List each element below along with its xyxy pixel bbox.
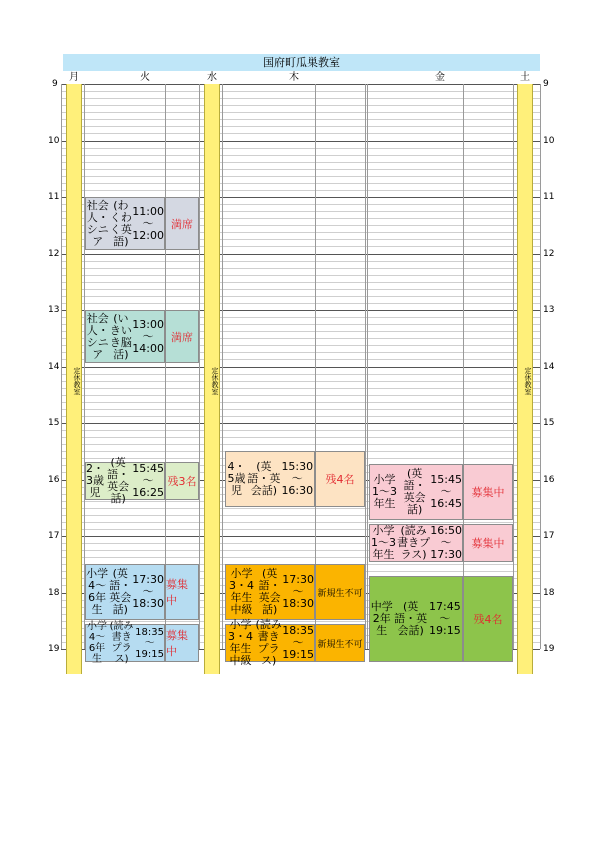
class-slot-fri-2[interactable]: [369, 524, 463, 562]
grid-line: [61, 91, 540, 92]
class-slot-thu-2[interactable]: [225, 564, 315, 620]
grid-line: [61, 437, 540, 438]
grid-line: [61, 522, 540, 523]
page-title: 国府町瓜巣教室: [63, 54, 540, 71]
hour-label-right: 11: [543, 192, 555, 202]
hour-label-right: 17: [543, 531, 555, 541]
grid-line: [61, 105, 540, 106]
closed-label-sat: 定休教室: [524, 367, 532, 395]
status-badge-tue-3: 残3名: [165, 462, 199, 500]
grid-line: [61, 296, 540, 297]
class-time: 15:45～16:25: [132, 462, 164, 499]
class-slot-thu-3[interactable]: [225, 618, 315, 667]
class-line2: (英語・英会話): [258, 567, 281, 616]
grid-line: [61, 395, 540, 396]
class-line1: 小学4～6年生: [86, 567, 109, 616]
column-divider: [222, 84, 223, 649]
status-badge-tue-5: 募集中: [165, 624, 199, 662]
class-time: 17:30～18:30: [282, 573, 314, 610]
hour-label-left: 13: [48, 305, 60, 315]
status-badge-thu-2: 新規生不可: [315, 564, 365, 620]
hour-label-left: 14: [48, 361, 60, 372]
grid-line: [61, 409, 540, 410]
hour-line: [61, 367, 540, 368]
hour-label-right: 18: [543, 587, 555, 598]
hour-label-right: 12: [543, 248, 555, 259]
closed-column-sat: [517, 84, 533, 674]
grid-line: [61, 282, 540, 283]
status-badge-thu-1: 残4名: [315, 451, 365, 507]
class-line1: 社会人・シニア: [86, 311, 109, 361]
hour-label-left: 16: [48, 474, 60, 485]
grid-line: [61, 374, 540, 375]
hour-label-left: 9: [52, 79, 58, 89]
closed-label-mon: 定休教室: [73, 367, 81, 395]
hour-label-left: 10: [48, 135, 60, 146]
column-divider: [463, 84, 464, 649]
day-header-sat: 土: [520, 72, 530, 83]
column-divider: [540, 84, 541, 649]
hour-line: [61, 423, 540, 424]
status-badge-fri-3: 残4名: [463, 576, 513, 662]
class-line2: (いきいき脳活): [109, 311, 132, 361]
hour-label-left: 12: [48, 248, 60, 259]
closed-label-wed: 定休教室: [211, 367, 219, 395]
closed-column-mon: [66, 84, 82, 674]
grid-line: [61, 402, 540, 403]
grid-line: [61, 275, 540, 276]
class-time: 17:45～19:15: [429, 600, 461, 637]
grid-line: [61, 444, 540, 445]
status-badge-tue-2: 満席: [165, 310, 199, 363]
class-time: 11:00～12:00: [132, 204, 164, 242]
column-divider: [365, 84, 366, 649]
grid-line: [61, 388, 540, 389]
grid-line: [61, 190, 540, 191]
hour-label-left: 15: [48, 418, 60, 428]
hour-line: [61, 141, 540, 142]
hour-label-left: 17: [48, 531, 60, 541]
class-time: 15:30～16:30: [281, 460, 314, 497]
day-header-wed: 水: [207, 72, 217, 83]
day-header-mon: 月: [69, 72, 79, 83]
class-line2: (わくわく英語): [109, 198, 132, 248]
class-line2: (英語・英会話): [109, 567, 132, 616]
class-line2: (英語・英会話): [394, 600, 428, 637]
hour-label-right: 10: [543, 135, 555, 146]
class-slot-thu-1[interactable]: [225, 451, 315, 507]
column-divider: [513, 84, 514, 649]
class-time: 18:35～19:15: [282, 624, 314, 661]
grid-line: [61, 162, 540, 163]
class-line1: 小学4～6年生: [87, 621, 107, 665]
hour-line: [61, 254, 540, 255]
class-slot-tue-2[interactable]: [85, 310, 165, 363]
hour-label-right: 15: [543, 418, 555, 428]
class-slot-fri-1[interactable]: [369, 464, 463, 520]
grid-line: [61, 261, 540, 262]
class-time: 15:45～16:45: [430, 473, 462, 510]
hour-label-left: 18: [48, 587, 60, 598]
hour-label-left: 11: [48, 192, 60, 202]
class-slot-tue-3[interactable]: [85, 456, 165, 505]
class-line2: (読み書きプラス): [255, 618, 282, 667]
grid-line: [61, 98, 540, 99]
class-slot-tue-1[interactable]: [85, 197, 165, 250]
day-header-tue: 火: [140, 72, 150, 83]
class-time: 13:00～14:00: [132, 317, 164, 355]
grid-line: [61, 303, 540, 304]
grid-line: [61, 133, 540, 134]
column-divider: [61, 84, 62, 649]
hour-line: [61, 84, 540, 85]
class-line1: 小学3・4年生中級: [228, 618, 254, 667]
class-line2: (英語・英会話): [403, 467, 426, 516]
grid-line: [61, 112, 540, 113]
class-line1: 小学3・4年生中級: [228, 567, 254, 616]
grid-line: [61, 126, 540, 127]
class-time: 17:30～18:30: [132, 573, 164, 610]
class-slot-tue-4[interactable]: [85, 564, 165, 620]
grid-line: [61, 268, 540, 269]
day-header-thu: 木: [289, 72, 299, 83]
class-line2: (英語・英会話): [107, 456, 130, 505]
class-line1: 社会人・シニア: [86, 198, 109, 248]
grid-line: [61, 119, 540, 120]
class-line1: 小学1～3年生: [370, 524, 396, 561]
status-badge-thu-3: 新規生不可: [315, 624, 365, 662]
grid-line: [61, 148, 540, 149]
class-time: 18:35～19:15: [135, 626, 164, 660]
class-line1: 中学2年生: [370, 600, 393, 637]
hour-label-right: 9: [543, 79, 549, 89]
grid-line: [61, 183, 540, 184]
hour-label-right: 16: [543, 474, 555, 485]
column-divider: [199, 84, 200, 649]
hour-label-left: 19: [48, 644, 60, 654]
closed-column-wed: [204, 84, 220, 674]
grid-line: [61, 169, 540, 170]
class-line1: 4・5歳児: [227, 460, 246, 497]
column-divider: [367, 84, 368, 649]
grid-line: [61, 381, 540, 382]
grid-line: [61, 416, 540, 417]
hour-label-right: 13: [543, 305, 555, 315]
grid-line: [61, 176, 540, 177]
class-line1: 2・3歳児: [86, 462, 104, 499]
day-header-fri: 金: [435, 72, 445, 83]
grid-line: [61, 430, 540, 431]
hour-label-right: 14: [543, 361, 555, 372]
status-badge-fri-2: 募集中: [463, 524, 513, 562]
grid-line: [61, 289, 540, 290]
hour-label-right: 19: [543, 644, 555, 654]
status-badge-fri-1: 募集中: [463, 464, 513, 520]
class-line2: (読み書きプラス): [397, 524, 431, 561]
class-slot-tue-5[interactable]: [85, 621, 165, 665]
class-line1: 小学1～3年生: [371, 473, 397, 510]
class-time: 16:50～17:30: [430, 524, 462, 561]
status-badge-tue-4: 募集中: [165, 564, 199, 620]
class-line2: (英語・英会話): [247, 460, 281, 497]
class-line2: (読み書きプラス): [109, 621, 134, 665]
grid-line: [61, 155, 540, 156]
class-slot-fri-3[interactable]: [369, 576, 463, 662]
status-badge-tue-1: 満席: [165, 197, 199, 250]
